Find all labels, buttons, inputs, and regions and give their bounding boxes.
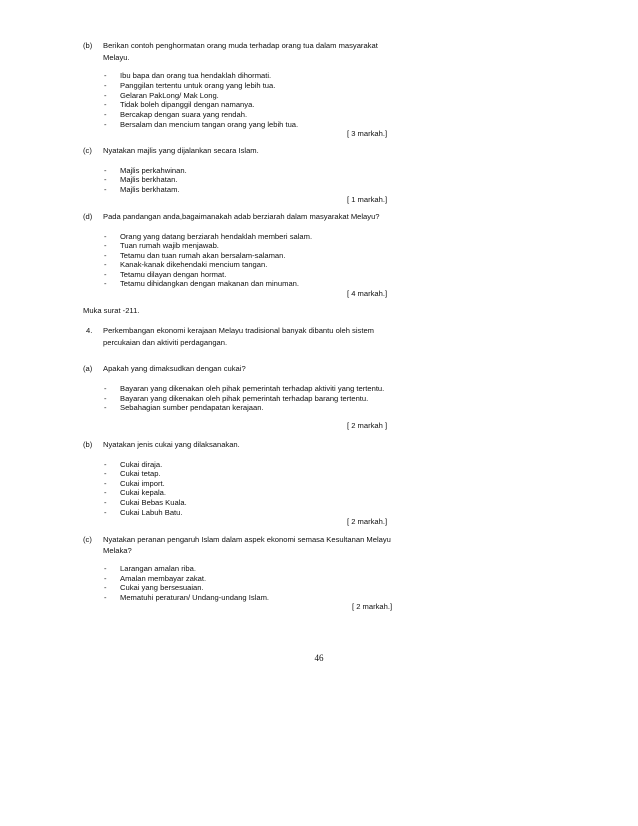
bullet: -: [104, 384, 107, 393]
q3b-answer: Bersalam dan mencium tangan orang yang lebih tua.: [120, 120, 299, 129]
q3d-marks: [ 4 markah.]: [347, 289, 388, 298]
bullet: -: [104, 583, 107, 592]
q4a-label: (a): [83, 364, 93, 373]
bullet: -: [104, 488, 107, 497]
q4c-question-line1: Nyatakan peranan pengaruh Islam dalam aspek ekonomi semasa Kesultanan Melayu: [103, 535, 391, 544]
bullet: -: [104, 110, 107, 119]
bullet: -: [104, 508, 107, 517]
q4b-answer: Cukai Labuh Batu.: [120, 508, 183, 517]
bullet: -: [104, 279, 107, 288]
q3c-label: (c): [83, 146, 92, 155]
q3b-answer: Bercakap dengan suara yang rendah.: [120, 110, 248, 119]
q4c-answer: Mematuhi peraturan/ Undang-undang Islam.: [120, 593, 270, 602]
bullet: -: [104, 593, 107, 602]
q3d-answer: Tetamu dan tuan rumah akan bersalam-salaman.: [120, 251, 286, 260]
q4c-answer: Amalan membayar zakat.: [120, 574, 207, 583]
q4c-marks: [ 2 markah.]: [352, 602, 393, 611]
q4b-answer: Cukai import.: [120, 479, 165, 488]
q4-number: 4.: [86, 326, 93, 335]
bullet: -: [104, 498, 107, 507]
q3b-question-line2: Melayu.: [103, 53, 130, 62]
bullet: -: [104, 81, 107, 90]
q4b-answer: Cukai kepala.: [120, 488, 167, 497]
bullet: -: [104, 166, 107, 175]
q4b-answer: Cukai Bebas Kuala.: [120, 498, 187, 507]
q3b-answer: Panggilan tertentu untuk orang yang lebih tua.: [120, 81, 276, 90]
q3c-answer: Majlis berkhatan.: [120, 175, 178, 184]
q3b-answer: Gelaran PakLong/ Mak Long.: [120, 91, 219, 100]
q4a-answer: Bayaran yang dikenakan oleh pihak pemerintah terhadap barang tertentu.: [120, 394, 369, 403]
q4b-answer: Cukai tetap.: [120, 469, 161, 478]
q3d-answer: Tetamu dilayan dengan hormat.: [120, 270, 227, 279]
q4b-answer: Cukai diraja.: [120, 460, 163, 469]
q4-intro-line1: Perkembangan ekonomi kerajaan Melayu tradisional banyak dibantu oleh sistem: [103, 326, 375, 335]
page-number: 46: [314, 653, 324, 663]
q4c-label: (c): [83, 535, 92, 544]
bullet: -: [104, 175, 107, 184]
q3b-answer: Tidak boleh dipanggil dengan namanya.: [120, 100, 255, 109]
bullet: -: [104, 479, 107, 488]
bullet: -: [104, 394, 107, 403]
q4b-label: (b): [83, 440, 93, 449]
q4c-answer: Larangan amalan riba.: [120, 564, 196, 573]
q3d-answer: Orang yang datang berziarah hendaklah memberi salam.: [120, 232, 313, 241]
q3d-answer: Tuan rumah wajib menjawab.: [120, 241, 219, 250]
q4b-question: Nyatakan jenis cukai yang dilaksanakan.: [103, 440, 240, 449]
bullet: -: [104, 469, 107, 478]
q4a-answer: Bayaran yang dikenakan oleh pihak pemerintah terhadap aktiviti yang tertentu.: [120, 384, 385, 393]
q3c-answer: Majlis perkahwinan.: [120, 166, 187, 175]
q3c-answer: Majlis berkhatam.: [120, 185, 180, 194]
bullet: -: [104, 574, 107, 583]
bullet: -: [104, 270, 107, 279]
bullet: -: [104, 260, 107, 269]
bullet: -: [104, 120, 107, 129]
q3b-question-line1: Berikan contoh penghormatan orang muda terhadap orang tua dalam masyarakat: [103, 41, 378, 50]
q3d-question: Pada pandangan anda,bagaimanakah adab berziarah dalam masyarakat Melayu?: [103, 212, 380, 221]
q3b-label: (b): [83, 41, 93, 50]
bullet: -: [104, 91, 107, 100]
bullet: -: [104, 251, 107, 260]
bullet: -: [104, 564, 107, 573]
bullet: -: [104, 100, 107, 109]
q3c-question: Nyatakan majlis yang dijalankan secara Islam.: [103, 146, 259, 155]
q4a-marks: [ 2 markah ]: [347, 421, 388, 430]
q3b-marks: [ 3 markah.]: [347, 129, 388, 138]
q4a-answer: Sebahagian sumber pendapatan kerajaan.: [120, 403, 264, 412]
bullet: -: [104, 232, 107, 241]
bullet: -: [104, 71, 107, 80]
bullet: -: [104, 241, 107, 250]
q4b-marks: [ 2 markah.]: [347, 517, 388, 526]
q3d-label: (d): [83, 212, 93, 221]
bullet: -: [104, 185, 107, 194]
q3d-answer: Kanak-kanak dikehendaki mencium tangan.: [120, 260, 268, 269]
page-reference: Muka surat -211.: [83, 306, 140, 315]
q3d-answer: Tetamu dihidangkan dengan makanan dan minuman.: [120, 279, 299, 288]
bullet: -: [104, 460, 107, 469]
q4a-question: Apakah yang dimaksudkan dengan cukai?: [103, 364, 246, 373]
q4c-answer: Cukai yang bersesuaian.: [120, 583, 204, 592]
q3b-answer: Ibu bapa dan orang tua hendaklah dihormati.: [120, 71, 272, 80]
q3c-marks: [ 1 markah.]: [347, 195, 388, 204]
q4-intro-line2: percukaian dan aktiviti perdagangan.: [103, 338, 228, 347]
q4c-question-line2: Melaka?: [103, 546, 132, 555]
bullet: -: [104, 403, 107, 412]
